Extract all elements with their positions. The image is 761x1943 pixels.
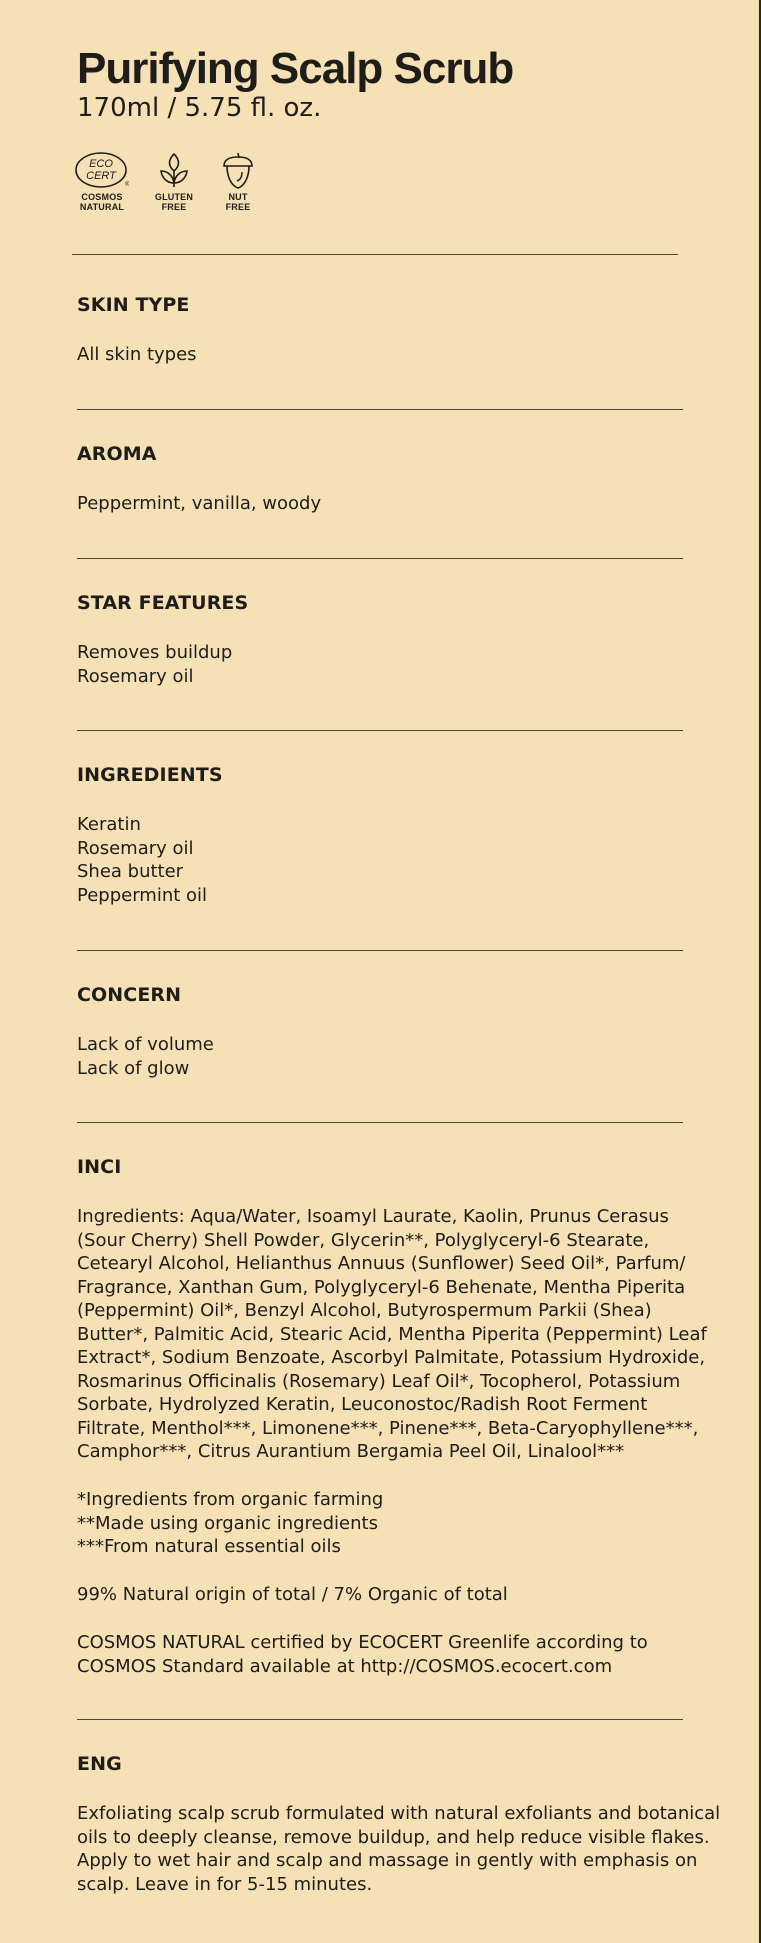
section-heading-skin-type: SKIN TYPE: [77, 294, 190, 316]
divider: [77, 1719, 683, 1720]
list-item: Rosemary oil: [77, 665, 194, 687]
aroma-text: [77, 492, 683, 516]
inci-line: Cetearyl Alcohol, Helianthus Annuus (Sunflower) Seed Oil*, Parfum/: [77, 1253, 686, 1274]
ingredients-list: [77, 813, 683, 907]
certification-badges: [77, 150, 297, 220]
badge-label: GLUTEN FREE: [154, 192, 194, 212]
divider: [72, 254, 678, 255]
inci-line: Rosmarinus Officinalis (Rosemary) Leaf Oil*, Tocopherol, Potassium: [77, 1370, 681, 1392]
inci-line: Sorbate, Hydrolyzed Keratin, Leuconostoc/Radish Root Ferment: [77, 1394, 648, 1415]
inci-line: Camphor***, Citrus Aurantium Bergamia Peel Oil, Linalool***: [77, 1441, 625, 1462]
description-line: Exfoliating scalp scrub formulated with natural exfoliants and botanical: [77, 1803, 721, 1824]
list-item: Lack of glow: [77, 1057, 190, 1079]
certification-line: COSMOS NATURAL certified by ECOCERT Greenlife according to: [77, 1632, 648, 1653]
product-title: Purifying Scalp Scrub: [77, 44, 514, 93]
ecocert-icon: [75, 150, 129, 190]
eng-description: [77, 1802, 721, 1896]
section-heading-ingredients: INGREDIENTS: [77, 764, 223, 786]
footnote: ***From natural essential oils: [77, 1536, 341, 1557]
ecocert-logo-text: ECO: [89, 158, 113, 170]
skin-type-value: All skin types: [77, 344, 197, 365]
aroma-value: Peppermint, vanilla, woody: [77, 493, 322, 514]
list-item: Peppermint oil: [77, 884, 208, 906]
skin-type-text: [77, 343, 683, 367]
inci-line: (Peppermint) Oil*, Benzyl Alcohol, Butyrospermum Parkii (Shea): [77, 1300, 652, 1321]
product-size: 170ml / 5.75 fl. oz.: [77, 93, 322, 123]
leaf-icon: [154, 150, 194, 190]
list-item: Rosemary oil: [77, 837, 194, 859]
badge-gluten-free: [144, 150, 204, 212]
divider: [77, 950, 683, 951]
star-features-list: [77, 641, 683, 688]
certification-text: [77, 1631, 683, 1678]
svg-text:®: ®: [125, 182, 129, 188]
inci-line: (Sour Cherry) Shell Powder, Glycerin**, Polyglyceryl-6 Stearate,: [77, 1229, 650, 1251]
inci-line: Butter*, Palmitic Acid, Stearic Acid, Mentha Piperita (Peppermint) Leaf: [77, 1323, 707, 1345]
concern-list: [77, 1033, 683, 1080]
description-line: oils to deeply cleanse, remove buildup, and help reduce visible flakes.: [77, 1826, 710, 1848]
badge-cosmos-natural: [72, 150, 132, 212]
list-item: Removes buildup: [77, 642, 233, 663]
inci-line: Filtrate, Menthol***, Limonene***, Pinene***, Beta-Caryophyllene***,: [77, 1417, 699, 1439]
list-item: Shea butter: [77, 861, 184, 882]
footnote: **Made using organic ingredients: [77, 1512, 378, 1534]
description-line: scalp. Leave in for 5-15 minutes.: [77, 1873, 373, 1895]
inci-line: Extract*, Sodium Benzoate, Ascorbyl Palmitate, Potassium Hydroxide,: [77, 1347, 706, 1368]
badge-label: COSMOS NATURAL: [79, 192, 125, 212]
section-heading-concern: CONCERN: [77, 984, 182, 1006]
acorn-icon: [218, 150, 258, 190]
divider: [77, 558, 683, 559]
divider: [77, 409, 683, 410]
section-heading-inci: INCI: [77, 1156, 122, 1178]
badge-label: NUT FREE: [225, 192, 251, 212]
origin-line: 99% Natural origin of total / 7% Organic of total: [77, 1584, 508, 1605]
section-heading-star-features: STAR FEATURES: [77, 592, 249, 614]
list-item: Lack of volume: [77, 1034, 214, 1055]
badge-nut-free: [208, 150, 268, 212]
section-heading-aroma: AROMA: [77, 443, 157, 465]
ecocert-logo-text: CERT: [86, 170, 116, 182]
list-item: Keratin: [77, 814, 141, 835]
inci-notes: [77, 1488, 683, 1559]
certification-line: COSMOS Standard available at http://COSMOS.ecocert.com: [77, 1655, 613, 1677]
divider: [77, 1122, 683, 1123]
natural-origin-text: [77, 1583, 683, 1607]
inci-line: Ingredients: Aqua/Water, Isoamyl Laurate, Kaolin, Prunus Cerasus: [77, 1206, 669, 1227]
footnote: *Ingredients from organic farming: [77, 1489, 384, 1510]
inci-ingredients: [77, 1205, 707, 1464]
section-heading-eng: ENG: [77, 1753, 122, 1775]
inci-line: Fragrance, Xanthan Gum, Polyglyceryl-6 Behenate, Mentha Piperita: [77, 1276, 686, 1298]
description-line: Apply to wet hair and scalp and massage in gently with emphasis on: [77, 1850, 698, 1871]
divider: [77, 730, 683, 731]
